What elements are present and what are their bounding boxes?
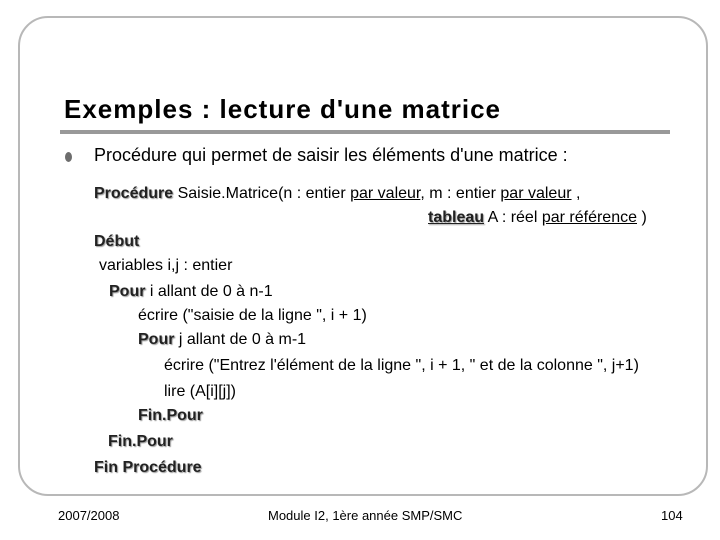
code-line-9 [164,382,236,402]
footer-module: Module I2, 1ère année SMP/SMC [268,508,463,523]
code-text: lire (A[i][j]) [164,383,236,400]
code-line-3 [94,232,139,252]
code-text: Saisie.Matrice(n : entier [173,185,351,202]
keyword-fin-procedure: Fin Procédure [94,459,202,476]
code-text: , [571,185,581,202]
code-line-8 [164,356,639,376]
bullet-icon [65,152,72,162]
code-line-1 [94,184,580,204]
footer-date: 2007/2008 [58,508,120,523]
keyword-pour: Pour [109,283,146,300]
code-text: ) [637,209,647,226]
code-text: j allant de 0 à m-1 [174,331,307,348]
code-line-5 [109,282,273,302]
code-underlined: par valeur [350,185,421,202]
code-text: A : réel [484,209,542,226]
code-text: , m : entier [420,185,501,202]
code-line-10 [138,406,203,426]
keyword-fin-pour: Fin.Pour [138,407,203,424]
code-line-7 [138,330,306,350]
keyword-pour: Pour [138,331,175,348]
footer-page-number: 104 [661,508,683,523]
code-line-2 [428,208,647,228]
code-text: écrire ("saisie de la ligne ", i + 1) [138,307,367,324]
title-divider [60,130,670,134]
slide-title: Exemples : lecture d'une matrice [64,94,502,124]
code-line-12 [94,458,202,478]
keyword-tableau: tableau [428,209,485,226]
code-line-11 [108,432,173,452]
code-line-6 [138,306,367,326]
bullet-text: Procédure qui permet de saisir les éléments d'une matrice : [94,145,568,165]
code-text: variables i,j : entier [99,257,233,274]
keyword-procedure: Procédure [94,185,174,202]
code-underlined: par référence [541,209,637,226]
keyword-debut: Début [94,233,140,250]
code-line-4 [99,256,232,276]
code-text: i allant de 0 à n-1 [145,283,273,300]
code-underlined: par valeur [500,185,572,202]
keyword-fin-pour: Fin.Pour [108,433,173,450]
code-text: écrire ("Entrez l'élément de la ligne ", i + 1, " et de la colonne ", j+1) [164,357,639,374]
